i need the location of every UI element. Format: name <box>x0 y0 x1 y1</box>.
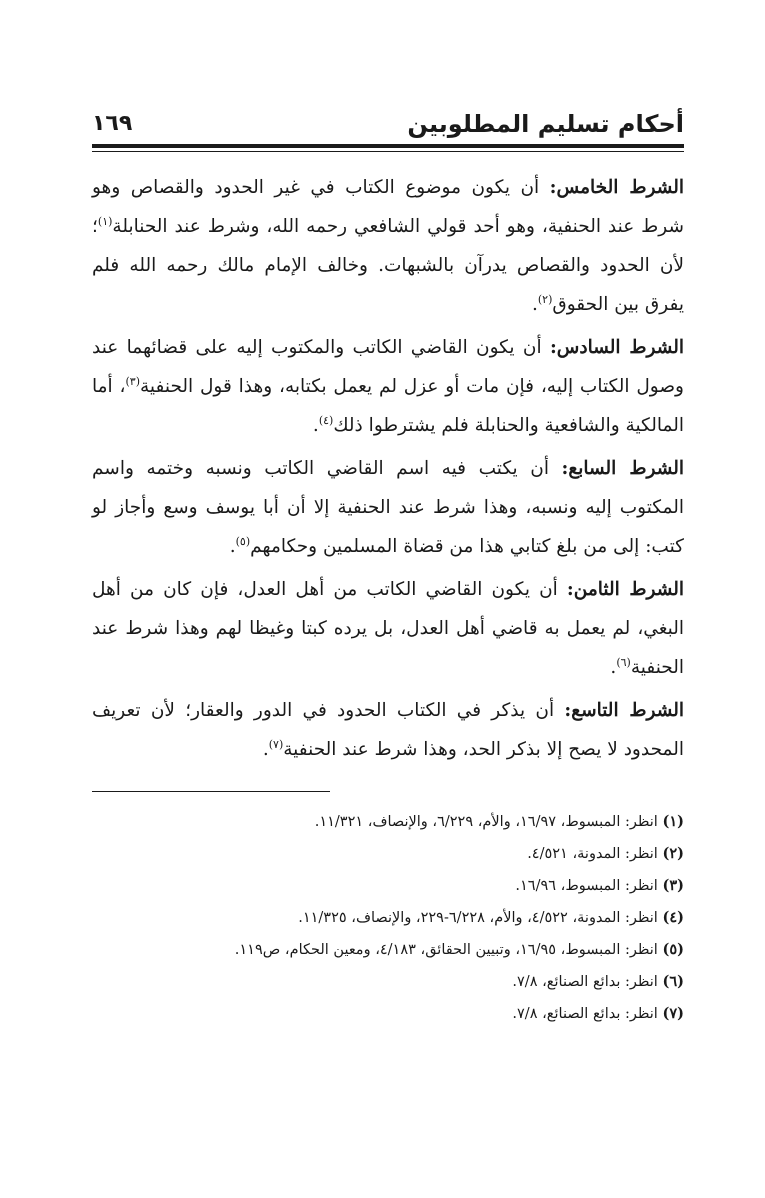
footnote-reference[interactable]: (١) <box>97 214 113 228</box>
paragraph-text: . <box>610 657 617 678</box>
paragraph-condition-6 <box>92 328 684 445</box>
footnote-reference[interactable]: (٣) <box>125 374 140 388</box>
footnotes-section <box>92 806 684 1030</box>
paragraph-condition-8 <box>92 570 684 687</box>
footnote-text: انظر: المدونة، ٤/٥٢٢، والأم، ٦/٢٢٨-٢٢٩، والإنصاف، ١١/٣٢٥. <box>298 910 658 926</box>
footnote-text: انظر: المبسوط، ١٦/٩٧، والأم، ٦/٢٢٩، والإنصاف، ١١/٣٢١. <box>314 814 658 830</box>
footnote-reference[interactable]: (٤) <box>318 413 334 427</box>
footnote <box>92 806 684 838</box>
paragraph-title: الشرط السابع: <box>561 458 684 479</box>
header-rule-thick <box>92 144 684 148</box>
page-number: ١٦٩ <box>92 111 133 136</box>
footnote-number: (٣) <box>662 877 684 894</box>
paragraph-text: أن يكون القاضي الكاتب من أهل العدل، فإن كان من أهل البغي، لم يعمل به قاضي أهل العدل، بل يرده كبتا وغيظا لهم وهذا شرط عند الحنفية <box>92 579 684 678</box>
paragraph-text: . <box>229 536 236 557</box>
footnote-text: انظر: المبسوط، ١٦/٩٥، وتبيين الحقائق، ٤/١٨٣، ومعين الحكام، ص١١٩. <box>234 942 658 958</box>
paragraph-text: . <box>531 294 538 315</box>
paragraph-title: الشرط التاسع: <box>564 700 684 721</box>
paragraph-condition-5 <box>92 168 684 324</box>
paragraph-text: أن يكون موضوع الكتاب في غير الحدود والقصاص وهو شرط عند الحنفية، وهو أحد قولي الشافعي رحمه الله، وشرط عند الحنابلة <box>92 177 684 237</box>
footnote <box>92 966 684 998</box>
footnote-text: انظر: المدونة، ٤/٥٢١. <box>527 846 658 862</box>
footnote <box>92 998 684 1030</box>
footnote-reference[interactable]: (٢) <box>537 292 553 306</box>
footnote-number: (٧) <box>662 1005 684 1022</box>
paragraph-text: أن يكتب فيه اسم القاضي الكاتب ونسبه وختمه واسم المكتوب إليه ونسبه، وهذا شرط عند الحنفية إلا أن أبا يوسف وسع وأجاز لو كتب: إلى من بلغ كتابي هذا من قضاة المسلمين وحكامهم <box>92 458 684 557</box>
footnote-text: انظر: بدائع الصنائع، ٧/٨. <box>512 1006 658 1022</box>
paragraph-title: الشرط السادس: <box>549 337 684 358</box>
paragraph-title: الشرط الثامن: <box>566 579 684 600</box>
footnote-text: انظر: المبسوط، ١٦/٩٦. <box>515 878 658 894</box>
book-title: أحكام تسليم المطلوبين <box>407 110 684 138</box>
footnote-reference[interactable]: (٧) <box>268 737 284 751</box>
paragraph-text: أن يذكر في الكتاب الحدود في الدور والعقار؛ لأن تعريف المحدود لا يصح إلا بذكر الحد، وهذا شرط عند الحنفية <box>92 700 684 760</box>
footnote-reference[interactable]: (٥) <box>235 534 251 548</box>
footnote <box>92 902 684 934</box>
footnote-reference[interactable]: (٦) <box>616 655 631 669</box>
paragraph-text: ، أما المالكية والشافعية والحنابلة فلم يشترطوا ذلك <box>92 376 684 436</box>
footnote-number: (٦) <box>662 973 684 990</box>
paragraph-condition-7 <box>92 449 684 566</box>
book-page <box>92 100 684 1030</box>
paragraph-text: أن يكون القاضي الكاتب والمكتوب إليه على قضائهما عند وصول الكتاب إليه، فإن مات أو عزل لم يعمل بكتابه، وهذا قول الحنفية <box>92 337 684 397</box>
page-header <box>92 100 684 140</box>
footnote-number: (٢) <box>662 845 684 862</box>
footnote-number: (١) <box>662 813 684 830</box>
footnote-separator <box>92 791 330 792</box>
footnote-number: (٤) <box>662 909 684 926</box>
footnote <box>92 870 684 902</box>
paragraph-text: ؛ لأن الحدود والقصاص يدرآن بالشبهات. وخالف الإمام مالك رحمه الله فلم يفرق بين الحقوق <box>92 216 684 315</box>
paragraph-text: . <box>262 739 269 760</box>
footnote-text: انظر: بدائع الصنائع، ٧/٨. <box>512 974 658 990</box>
footnote <box>92 934 684 966</box>
paragraph-text: . <box>312 415 319 436</box>
footnote-number: (٥) <box>662 941 684 958</box>
paragraph-title: الشرط الخامس: <box>549 177 684 198</box>
body-text <box>92 168 684 769</box>
paragraph-condition-9 <box>92 691 684 769</box>
footnote <box>92 838 684 870</box>
header-rule-thin <box>92 151 684 152</box>
